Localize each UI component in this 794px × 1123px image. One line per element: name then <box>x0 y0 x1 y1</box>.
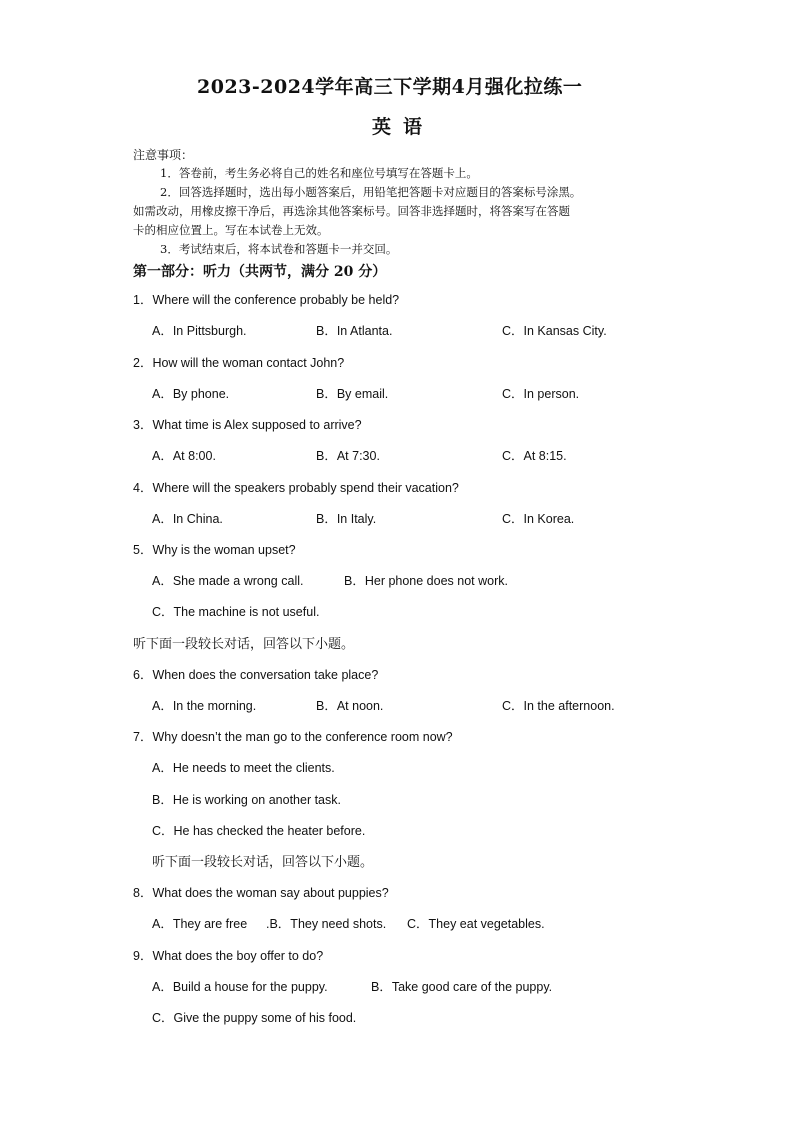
option-b: B．At noon. <box>316 699 384 713</box>
option-a: A．At 8:00. <box>152 449 216 463</box>
option-b: B．At 7:30. <box>316 449 380 463</box>
option-b: B．By email. <box>316 387 389 401</box>
question-stem: 8．What does the woman say about puppies? <box>133 886 389 900</box>
option-c: C．In Korea. <box>502 512 575 526</box>
note-2-cont: 如需改动，用橡皮擦干净后，再选涂其他答案标号。回答非选择题时，将答案写在答题 <box>133 204 570 218</box>
listening-instruction: 听下面一段较长对话，回答以下小题。 <box>133 637 355 652</box>
option-b: B．Take good care of the puppy. <box>371 980 553 994</box>
question-stem: 2．How will the woman contact John? <box>133 356 345 370</box>
option-a: A．They are free <box>152 917 248 931</box>
option-b: B．Her phone does not work. <box>344 574 508 588</box>
option-b: B．In Italy. <box>316 512 377 526</box>
option-c: C．He has checked the heater before. <box>152 824 366 838</box>
option-c: C．They eat vegetables. <box>407 917 545 931</box>
option-a: A．Build a house for the puppy. <box>152 980 328 994</box>
question-stem: 4．Where will the speakers probably spend their vacation? <box>133 481 459 495</box>
option-a: A．In Pittsburgh. <box>152 324 247 338</box>
option-b: B．In Atlanta. <box>316 324 393 338</box>
option-c: C．In Kansas City. <box>502 324 607 338</box>
question-stem: 6．When does the conversation take place? <box>133 668 379 682</box>
option-c: C．At 8:15. <box>502 449 567 463</box>
listening-instruction: 听下面一段较长对话，回答以下小题。 <box>152 855 374 870</box>
notes-heading: 注意事项： <box>133 148 194 162</box>
question-stem: 5．Why is the woman upset? <box>133 543 296 557</box>
option-a: A．By phone. <box>152 387 230 401</box>
question-stem: 1．Where will the conference probably be held? <box>133 293 400 307</box>
note-2-end: 卡的相应位置上。写在本试卷上无效。 <box>133 223 329 237</box>
option-b: .B．They need shots. <box>266 917 387 931</box>
option-c: C．In the afternoon. <box>502 699 615 713</box>
option-a: A．She made a wrong call. <box>152 574 304 588</box>
option-c: C．The machine is not useful. <box>152 605 320 619</box>
question-stem: 3．What time is Alex supposed to arrive? <box>133 418 362 432</box>
question-stem: 7．Why doesn’t the man go to the conference room now? <box>133 730 453 744</box>
exam-title: 2023-2024学年高三下学期4月强化拉练一 <box>197 76 583 98</box>
option-a: A．In China. <box>152 512 223 526</box>
subject-title: 英语 <box>372 116 435 138</box>
option-c: C．Give the puppy some of his food. <box>152 1011 357 1025</box>
note-3: 3．考试结束后，将本试卷和答题卡一并交回。 <box>160 242 398 256</box>
option-a: A．He needs to meet the clients. <box>152 761 335 775</box>
section-title: 第一部分：听力（共两节，满分 20 分） <box>133 264 387 280</box>
note-2: 2．回答选择题时，选出每小题答案后，用铅笔把答题卡对应题目的答案标号涂黑。 <box>160 185 582 199</box>
option-a: A．In the morning. <box>152 699 257 713</box>
question-stem: 9．What does the boy offer to do? <box>133 949 324 963</box>
option-b: B．He is working on another task. <box>152 793 341 807</box>
note-1: 1．答卷前，考生务必将自己的姓名和座位号填写在答题卡上。 <box>160 166 478 180</box>
option-c: C．In person. <box>502 387 580 401</box>
